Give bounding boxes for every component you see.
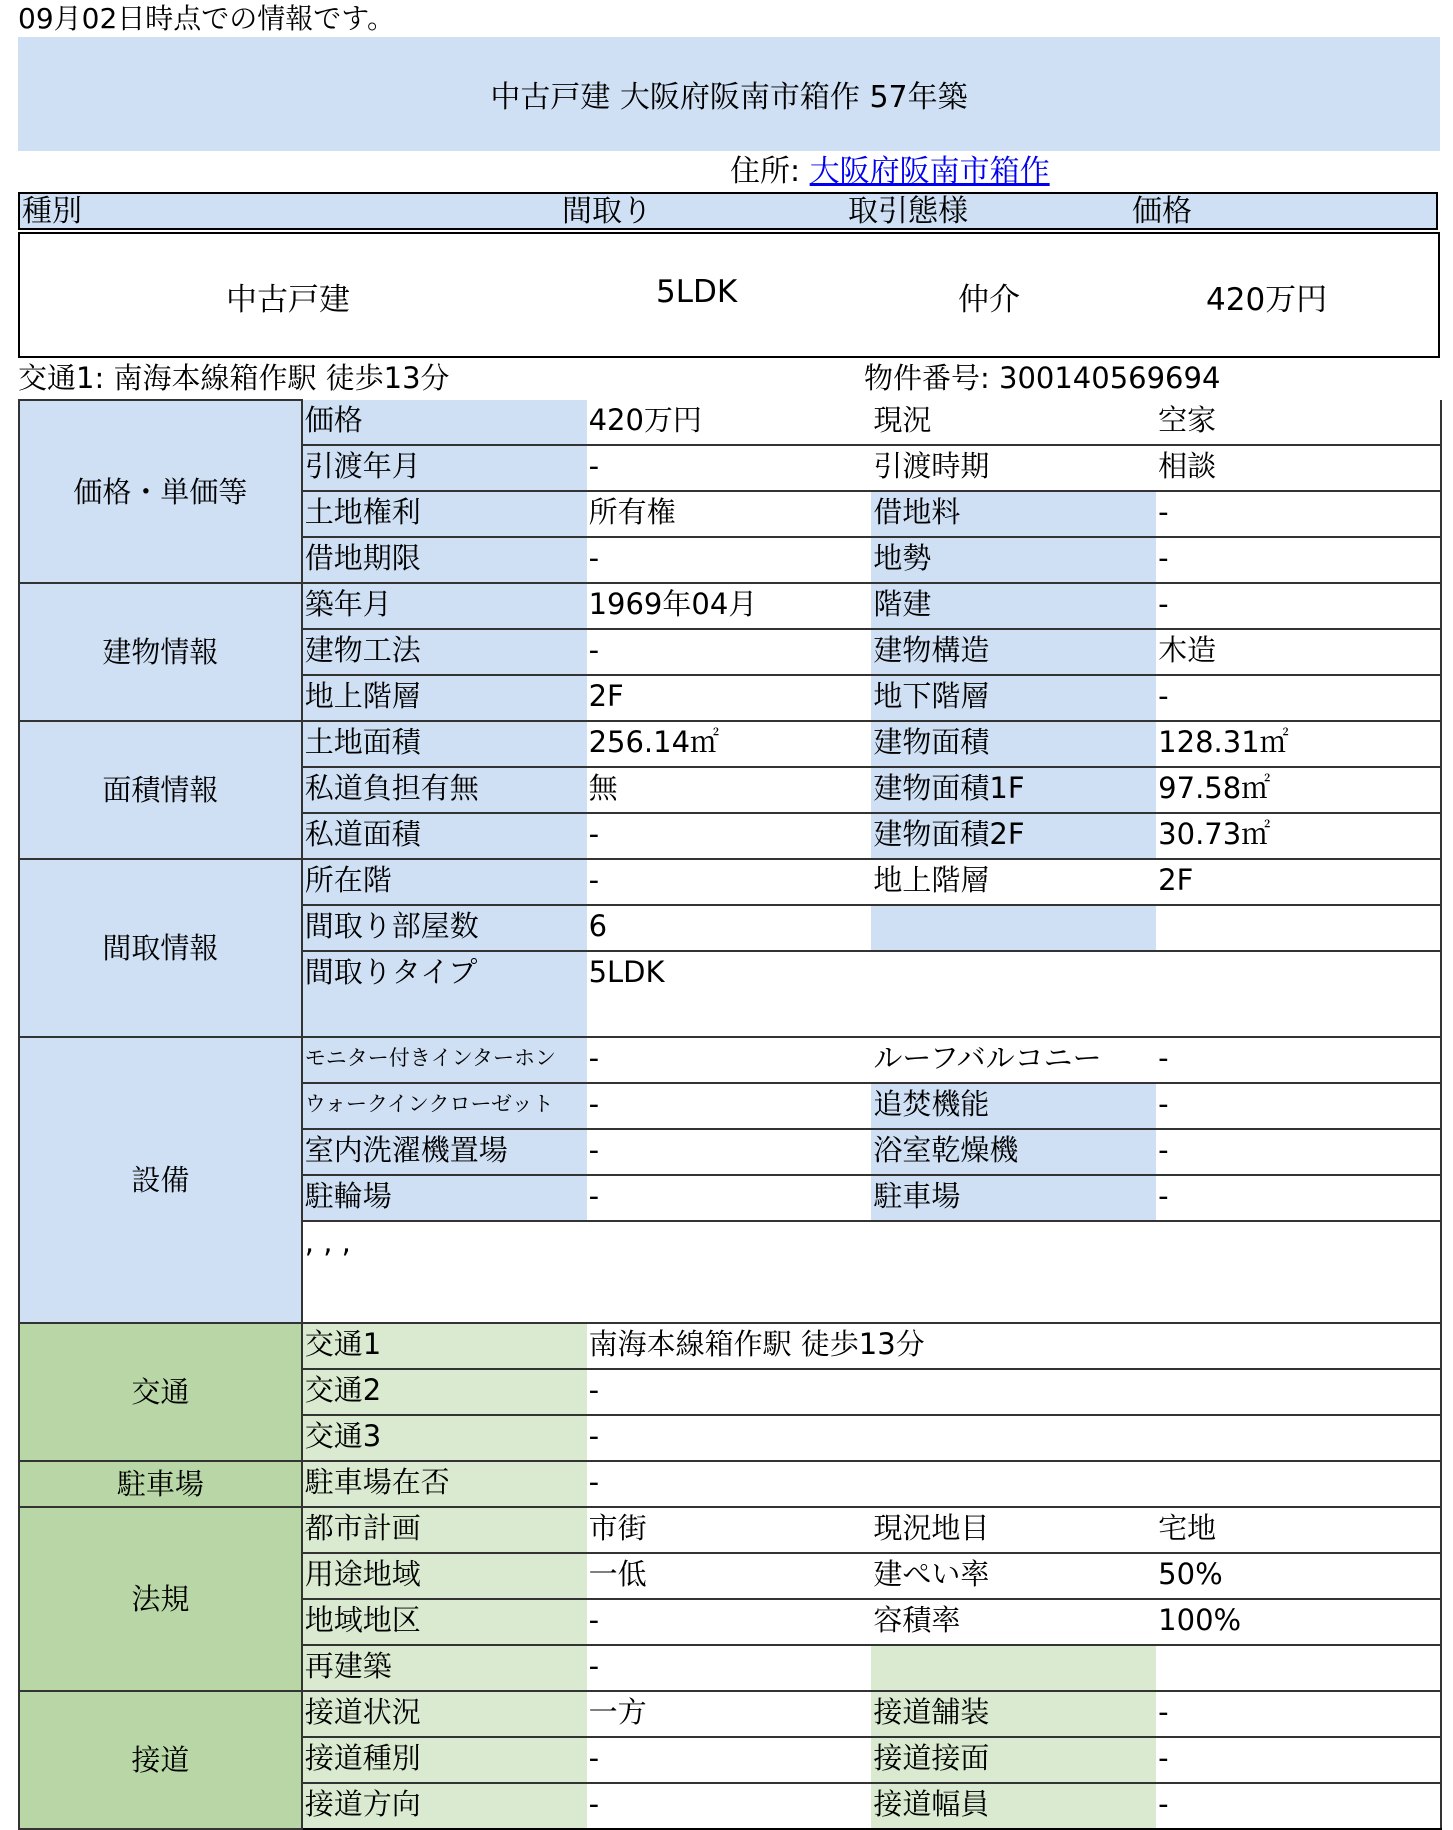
row-value: 南海本線箱作駅 徒歩13分 <box>587 1323 1441 1369</box>
row-label: 建物面積 <box>871 721 1156 767</box>
row-label: 間取り部屋数 <box>302 905 587 951</box>
row-value <box>1156 905 1441 951</box>
summary-transaction: 仲介 <box>958 282 1020 318</box>
table-row <box>19 583 1441 629</box>
section-layout-title: 間取情報 <box>19 859 302 1037</box>
row-label: 接道舗装 <box>871 1691 1156 1737</box>
section-price-title: 価格・単価等 <box>19 400 302 583</box>
section-road-title: 接道 <box>19 1691 302 1829</box>
row-value: - <box>1156 583 1441 629</box>
table-row <box>19 1507 1441 1553</box>
row-value: - <box>587 1461 1441 1507</box>
row-label: 室内洗濯機置場 <box>302 1129 587 1175</box>
row-label: 引渡時期 <box>871 445 1156 491</box>
table-row <box>19 1691 1441 1737</box>
row-value: 宅地 <box>1156 1507 1441 1553</box>
section-area-title: 面積情報 <box>19 721 302 859</box>
row-value: - <box>587 1415 1441 1461</box>
section-transport-title: 交通 <box>19 1323 302 1461</box>
row-label: 浴室乾燥機 <box>871 1129 1156 1175</box>
row-label: 接道幅員 <box>871 1783 1156 1829</box>
table-row <box>19 1461 1441 1507</box>
row-value: - <box>587 1129 872 1175</box>
row-label: 私道面積 <box>302 813 587 859</box>
section-building-title: 建物情報 <box>19 583 302 721</box>
row-value: 5LDK <box>587 951 1441 1037</box>
row-label: 私道負担有無 <box>302 767 587 813</box>
row-value: 6 <box>587 905 872 951</box>
row-value: - <box>1156 1037 1441 1083</box>
row-label: 地上階層 <box>871 859 1156 905</box>
row-label: 建物構造 <box>871 629 1156 675</box>
row-value: 一方 <box>587 1691 872 1737</box>
summary-values <box>18 232 1440 358</box>
row-value: 128.31㎡ <box>1156 721 1441 767</box>
row-label: 接道方向 <box>302 1783 587 1829</box>
row-label: 地勢 <box>871 537 1156 583</box>
row-label: 駐車場在否 <box>302 1461 587 1507</box>
address-link[interactable]: 大阪府阪南市箱作 <box>809 154 1050 189</box>
row-label: モニター付きインターホン <box>302 1037 587 1083</box>
row-value: 一低 <box>587 1553 872 1599</box>
row-label: 用途地域 <box>302 1553 587 1599</box>
row-value: 空家 <box>1156 400 1441 445</box>
row-label: 建物面積2F <box>871 813 1156 859</box>
row-value: 相談 <box>1156 445 1441 491</box>
row-value: 97.58㎡ <box>1156 767 1441 813</box>
row-value: - <box>587 1783 872 1829</box>
row-value: - <box>1156 1737 1441 1783</box>
row-label <box>871 1645 1156 1691</box>
row-label: 現況 <box>871 400 1156 445</box>
as-of-date: 09月02日時点での情報です。 <box>18 2 396 35</box>
row-value: 木造 <box>1156 629 1441 675</box>
row-label: 建物面積1F <box>871 767 1156 813</box>
row-value: - <box>1156 1691 1441 1737</box>
row-label: 地上階層 <box>302 675 587 721</box>
row-label: 接道種別 <box>302 1737 587 1783</box>
row-value: - <box>1156 537 1441 583</box>
row-label: ルーフバルコニー <box>871 1037 1156 1083</box>
summary-header-transaction: 取引態様 <box>848 194 968 229</box>
row-value: - <box>1156 1083 1441 1129</box>
row-value: - <box>1156 1129 1441 1175</box>
row-label: 建物工法 <box>302 629 587 675</box>
row-label: ウォークインクローゼット <box>302 1083 587 1129</box>
table-row <box>19 1037 1441 1083</box>
row-label: 地域地区 <box>302 1599 587 1645</box>
summary-type: 中古戸建 <box>226 282 350 318</box>
summary-header-price: 価格 <box>1132 194 1192 229</box>
row-label <box>871 905 1156 951</box>
row-value: - <box>587 629 872 675</box>
row-label: 引渡年月 <box>302 445 587 491</box>
row-value: 420万円 <box>587 400 872 445</box>
row-value: 市街 <box>587 1507 872 1553</box>
row-label: 築年月 <box>302 583 587 629</box>
row-label: 都市計画 <box>302 1507 587 1553</box>
row-value: 100% <box>1156 1599 1441 1645</box>
row-label: 再建築 <box>302 1645 587 1691</box>
spec-table <box>18 399 1442 1830</box>
row-value: - <box>587 1645 872 1691</box>
row-label: 土地面積 <box>302 721 587 767</box>
row-value: - <box>587 1037 872 1083</box>
row-label: 接道状況 <box>302 1691 587 1737</box>
row-value: - <box>587 813 872 859</box>
row-label: 現況地目 <box>871 1507 1156 1553</box>
row-label: 価格 <box>302 400 587 445</box>
summary-header-layout: 間取り <box>562 194 652 229</box>
summary-header <box>18 192 1438 230</box>
table-row <box>19 859 1441 905</box>
row-label: 容積率 <box>871 1599 1156 1645</box>
section-parking-title: 駐車場 <box>19 1461 302 1507</box>
row-label: 借地期限 <box>302 537 587 583</box>
table-row <box>19 1323 1441 1369</box>
row-value: 所有権 <box>587 491 872 537</box>
row-value: 無 <box>587 767 872 813</box>
equipment-note: , , , <box>302 1221 1441 1323</box>
row-value: 2F <box>1156 859 1441 905</box>
row-label: 土地権利 <box>302 491 587 537</box>
row-label: 追焚機能 <box>871 1083 1156 1129</box>
row-value: - <box>1156 1783 1441 1829</box>
row-label: 建ぺい率 <box>871 1553 1156 1599</box>
row-value: - <box>587 1369 1441 1415</box>
row-value: - <box>1156 491 1441 537</box>
row-label: 駐輪場 <box>302 1175 587 1221</box>
table-row <box>19 721 1441 767</box>
row-value: - <box>587 1083 872 1129</box>
row-value: - <box>587 445 872 491</box>
row-value: - <box>1156 675 1441 721</box>
row-label: 借地料 <box>871 491 1156 537</box>
row-label: 交通2 <box>302 1369 587 1415</box>
row-label: 間取りタイプ <box>302 951 587 1037</box>
row-value: 256.14㎡ <box>587 721 872 767</box>
section-law-title: 法規 <box>19 1507 302 1691</box>
summary-price: 420万円 <box>1206 282 1328 318</box>
summary-layout: 5LDK <box>656 274 738 310</box>
row-value: - <box>587 1737 872 1783</box>
property-number: 物件番号: 300140569694 <box>864 361 1221 395</box>
row-value: - <box>587 1175 872 1221</box>
row-label: 接道接面 <box>871 1737 1156 1783</box>
row-value: - <box>587 1599 872 1645</box>
row-value: - <box>587 859 872 905</box>
row-label: 階建 <box>871 583 1156 629</box>
traffic-line: 交通1: 南海本線箱作駅 徒歩13分 <box>18 361 450 395</box>
section-equipment-title: 設備 <box>19 1037 302 1323</box>
row-value: 2F <box>587 675 872 721</box>
page-title: 中古戸建 大阪府阪南市箱作 57年築 <box>18 37 1440 151</box>
row-value: - <box>1156 1175 1441 1221</box>
table-row <box>19 400 1441 445</box>
row-label: 交通1 <box>302 1323 587 1369</box>
row-value: 50% <box>1156 1553 1441 1599</box>
row-value: 30.73㎡ <box>1156 813 1441 859</box>
row-value <box>1156 1645 1441 1691</box>
row-label: 駐車場 <box>871 1175 1156 1221</box>
row-label: 交通3 <box>302 1415 587 1461</box>
row-value: - <box>587 537 872 583</box>
address-label: 住所: <box>730 154 801 189</box>
row-label: 地下階層 <box>871 675 1156 721</box>
summary-header-type: 種別 <box>22 194 82 229</box>
row-value: 1969年04月 <box>587 583 872 629</box>
address-line <box>730 152 1050 192</box>
row-label: 所在階 <box>302 859 587 905</box>
